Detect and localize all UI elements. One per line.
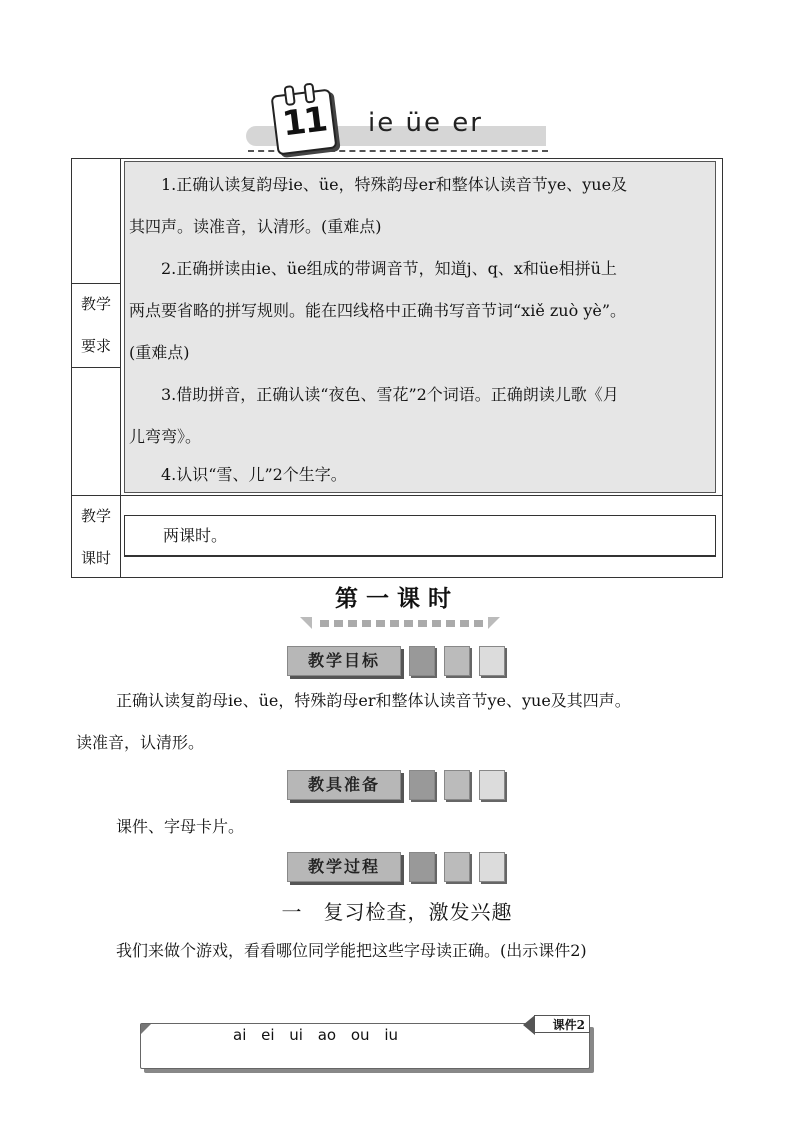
step-heading: 一 复习检查，激发兴趣 (281, 900, 513, 924)
lesson-number: 11 (280, 99, 328, 145)
requirement-line: 其四声。读准音，认清形。(重难点) (129, 217, 382, 236)
step-text: 我们来做个游戏，看看哪位同学能把这些字母读正确。(出示课件2) (116, 941, 587, 960)
requirement-line: (重难点) (129, 343, 190, 362)
lesson-title: ie üe er (368, 108, 483, 138)
lesson-header (240, 78, 560, 158)
hours-box: 两课时。 (124, 515, 716, 557)
tag-teaching-process (287, 852, 507, 882)
requirement-line: 儿弯弯》。 (129, 427, 202, 446)
requirement-line: 两点要省略的拼写规则。能在四线格中正确书写音节词“xiě zuò yè”。 (129, 301, 627, 320)
label-requirements-line1: 教学 (80, 295, 111, 313)
courseware-letters: ai ei ui ao ou iu (233, 1026, 398, 1044)
requirement-line: 3.借助拼音，正确认读“夜色、雪花”2个词语。正确朗读儿歌《月 (161, 385, 619, 404)
label-hours-line1: 教学 (80, 507, 111, 525)
label-column (72, 159, 121, 577)
tag-label: 教具准备 (287, 770, 401, 800)
row-divider (72, 495, 722, 496)
requirement-line: 4.认识“雪、儿”2个生字。 (161, 465, 347, 484)
requirements-box (124, 161, 716, 493)
tag-label: 教学过程 (287, 852, 401, 882)
requirement-line: 1.正确认读复韵母ie、üe，特殊韵母er和整体认读音节ye、yue及 (161, 175, 628, 194)
tag-teaching-goal (287, 646, 507, 676)
tag-label: 教学目标 (287, 646, 401, 676)
label-requirements-line2: 要求 (80, 337, 111, 355)
section-title-decoration (300, 617, 500, 629)
tools-text: 课件、字母卡片。 (116, 817, 245, 836)
section-title: 第一课时 (335, 586, 459, 612)
requirements-table (71, 158, 723, 578)
goal-text-line: 读准音，认清形。 (76, 733, 205, 752)
requirement-line: 2.正确拼读由ie、üe组成的带调音节，知道j、q、x和üe相拼ü上 (161, 259, 617, 278)
calendar-icon (271, 89, 338, 156)
label-hours-line2: 课时 (80, 549, 111, 567)
goal-text-line: 正确认读复韵母ie、üe，特殊韵母er和整体认读音节ye、yue及其四声。 (116, 691, 631, 710)
courseware-tab: 课件2 (534, 1015, 590, 1033)
tag-teaching-tools (287, 770, 507, 800)
